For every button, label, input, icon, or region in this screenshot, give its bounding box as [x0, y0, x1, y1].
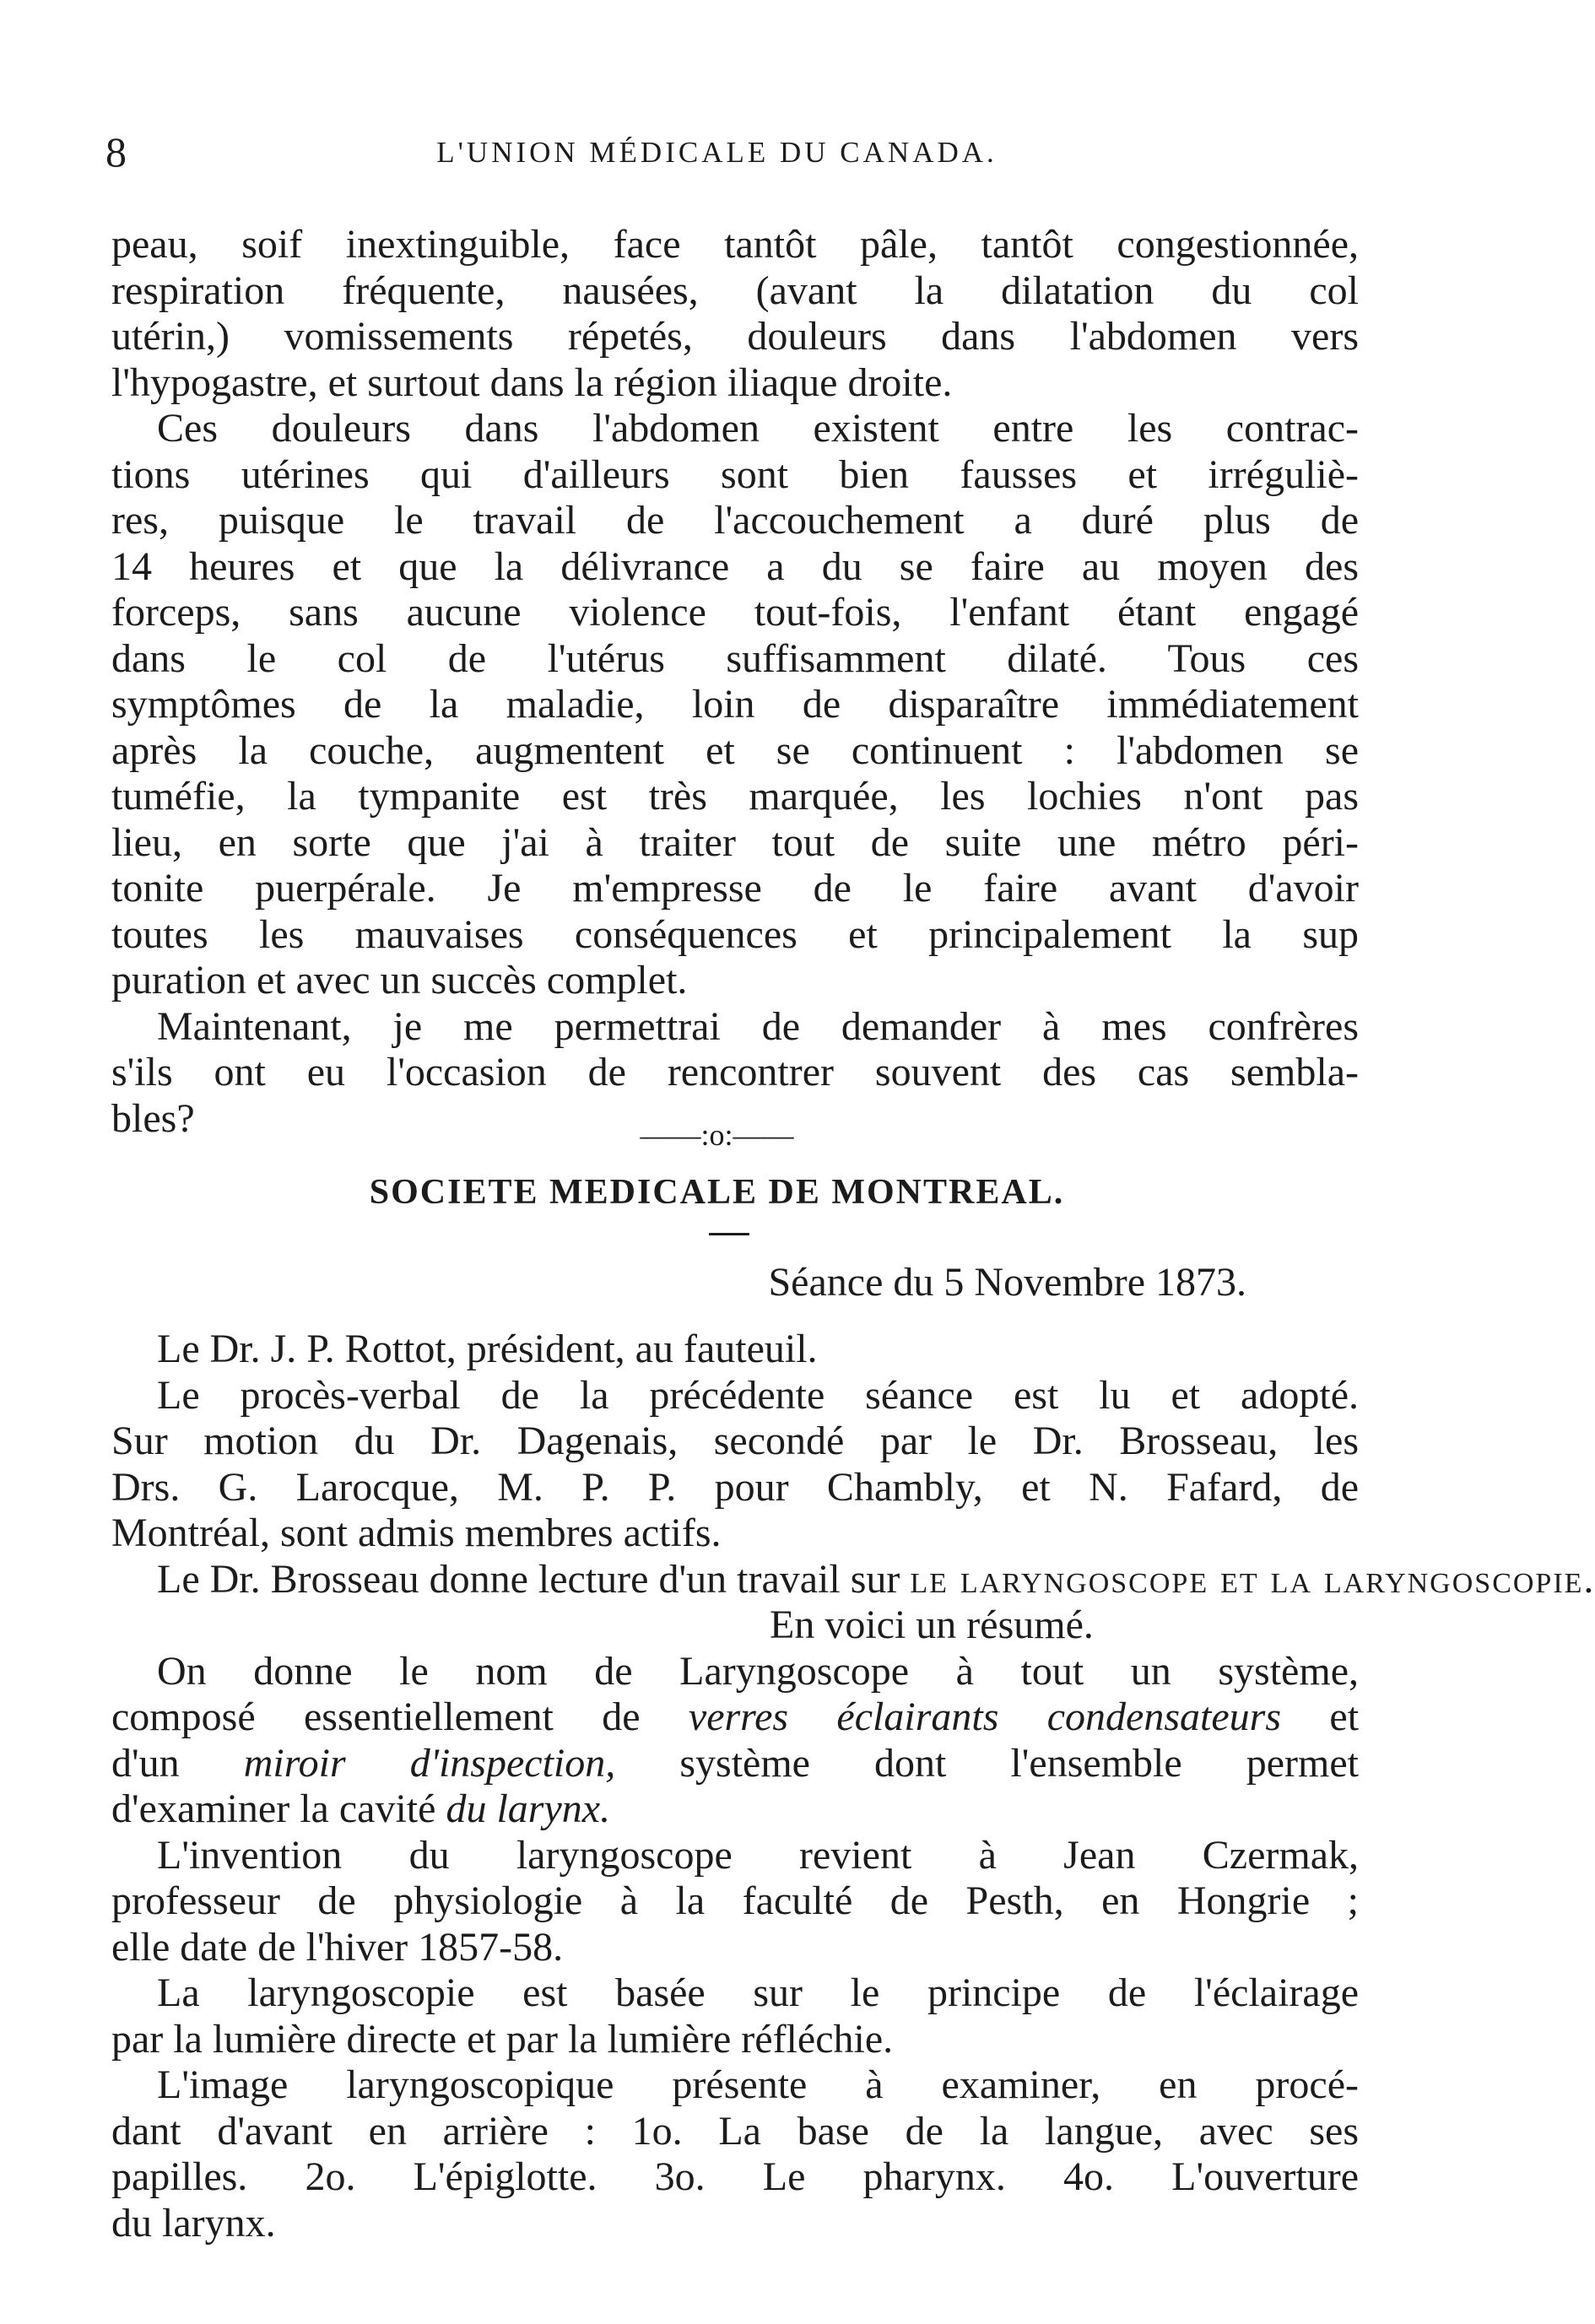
text-line: symptômes de la maladie, loin de disparaître immédiatement	[111, 682, 1359, 727]
article-meeting-minutes	[111, 1327, 1595, 2246]
text-line: dant d'avant en arrière : 1o. La base de la langue, avec ses	[111, 2108, 1359, 2154]
text-line: Drs. G. Larocque, M. P. P. pour Chambly, et N. Fafard, de	[111, 1464, 1359, 1510]
text-line: tonite puerpérale. Je m'empresse de le faire avant d'avoir	[111, 866, 1359, 911]
text-line: Ces douleurs dans l'abdomen existent entre les contrac-	[157, 406, 1359, 451]
text-run: composé essentiellement de	[111, 1694, 641, 1739]
text-line: Sur motion du Dr. Dagenais, secondé par le Dr. Brosseau, les	[111, 1419, 1359, 1463]
text-line: elle date de l'hiver 1857-58.	[111, 1924, 564, 1970]
text-run: d'examiner la cavité	[111, 1786, 436, 1831]
session-date: Séance du 5 Novembre 1873.	[768, 1260, 1246, 1305]
text-line: bles?	[111, 1095, 195, 1141]
text-line: l'hypogastre, et surtout dans la région iliaque droite.	[111, 359, 953, 405]
text-line: peau, soif inextinguible, face tantôt pâle, tantôt congestionnée,	[111, 222, 1359, 267]
text-line: après la couche, augmentent et se continuent : l'abdomen se	[111, 727, 1359, 773]
journal-title: L'UNION MÉDICALE DU CANADA.	[436, 136, 998, 169]
text-line: Montréal, sont admis membres actifs.	[111, 1511, 722, 1555]
text-line: forceps, sans aucune violence tout-fois, l'enfant étant engagé	[111, 590, 1359, 635]
text-line	[111, 1741, 1359, 1787]
text-line: Le Dr. J. P. Rottot, président, au fauteuil.	[157, 1327, 818, 1371]
italic-term: du larynx.	[446, 1786, 611, 1831]
text-line: tions utérines qui d'ailleurs sont bien fausses et irréguliè-	[111, 451, 1359, 497]
text-line: papilles. 2o. L'épiglotte. 3o. Le pharynx. 4o. L'ouverture	[111, 2154, 1359, 2199]
text-line: tuméfie, la tympanite est très marquée, les lochies n'ont pas	[111, 774, 1359, 819]
text-line: Maintenant, je me permettrai de demander à mes confrères	[157, 1003, 1359, 1049]
text-line	[111, 1694, 1359, 1741]
text-line: s'ils ont eu l'occasion de rencontrer souvent des cas sembla-	[111, 1050, 1359, 1094]
text-line	[111, 1786, 1359, 1833]
text-line: utérin,) vomissements répetés, douleurs dans l'abdomen vers	[111, 314, 1359, 359]
text-line: L'image laryngoscopique présente à examiner, en procé-	[157, 2062, 1359, 2107]
text-line: respiration fréquente, nausées, (avant la dilatation du col	[111, 268, 1359, 313]
running-header	[0, 127, 1434, 177]
article-case-report	[111, 222, 1359, 1142]
section-separator: ——:o:——	[640, 1118, 794, 1152]
section-title: SOCIETE MEDICALE DE MONTREAL.	[369, 1173, 1065, 1212]
text-line: professeur de physiologie à la faculté de Pesth, en Hongrie ;	[111, 1878, 1359, 1923]
paper-title-part: le laryngoscope et la laryngoscopie.	[910, 1556, 1595, 1602]
text-line: dans le col de l'utérus suffisamment dilaté. Tous ces	[111, 635, 1359, 681]
title-rule	[709, 1233, 749, 1235]
text-line	[111, 1602, 1359, 1649]
text-line: res, puisque le travail de l'accouchement a duré plus de	[111, 498, 1359, 543]
text-line	[111, 1556, 1595, 1603]
text-line: toutes les mauvaises conséquences et principalement la sup	[111, 911, 1359, 957]
text-line: du larynx.	[111, 2200, 276, 2246]
italic-term: miroir d'inspection,	[243, 1740, 616, 1786]
text-run: Le Dr. Brosseau donne lecture d'un travail sur	[157, 1556, 900, 1602]
italic-term: verres éclairants condensateurs	[688, 1694, 1282, 1739]
text-line: 14 heures et que la délivrance a du se faire au moyen des	[111, 543, 1359, 589]
text-run: d'un	[111, 1740, 180, 1786]
text-line: La laryngoscopie est basée sur le principe de l'éclairage	[157, 1970, 1359, 2015]
text-line: lieu, en sorte que j'ai à traiter tout de suite une métro péri-	[111, 819, 1359, 865]
text-run: système dont l'ensemble permet	[679, 1740, 1359, 1786]
page-number: 8	[105, 128, 127, 176]
text-line: puration et avec un succès complet.	[111, 958, 688, 1003]
text-run: et	[1329, 1694, 1360, 1739]
text-line: par la lumière directe et par la lumière réfléchie.	[111, 2016, 894, 2062]
text-run: En voici un résumé.	[770, 1602, 1094, 1647]
text-line: On donne le nom de Laryngoscope à tout un système,	[157, 1648, 1359, 1694]
text-line: L'invention du laryngoscope revient à Jean Czermak,	[157, 1832, 1359, 1878]
text-line: Le procès-verbal de la précédente séance est lu et adopté.	[157, 1372, 1359, 1418]
